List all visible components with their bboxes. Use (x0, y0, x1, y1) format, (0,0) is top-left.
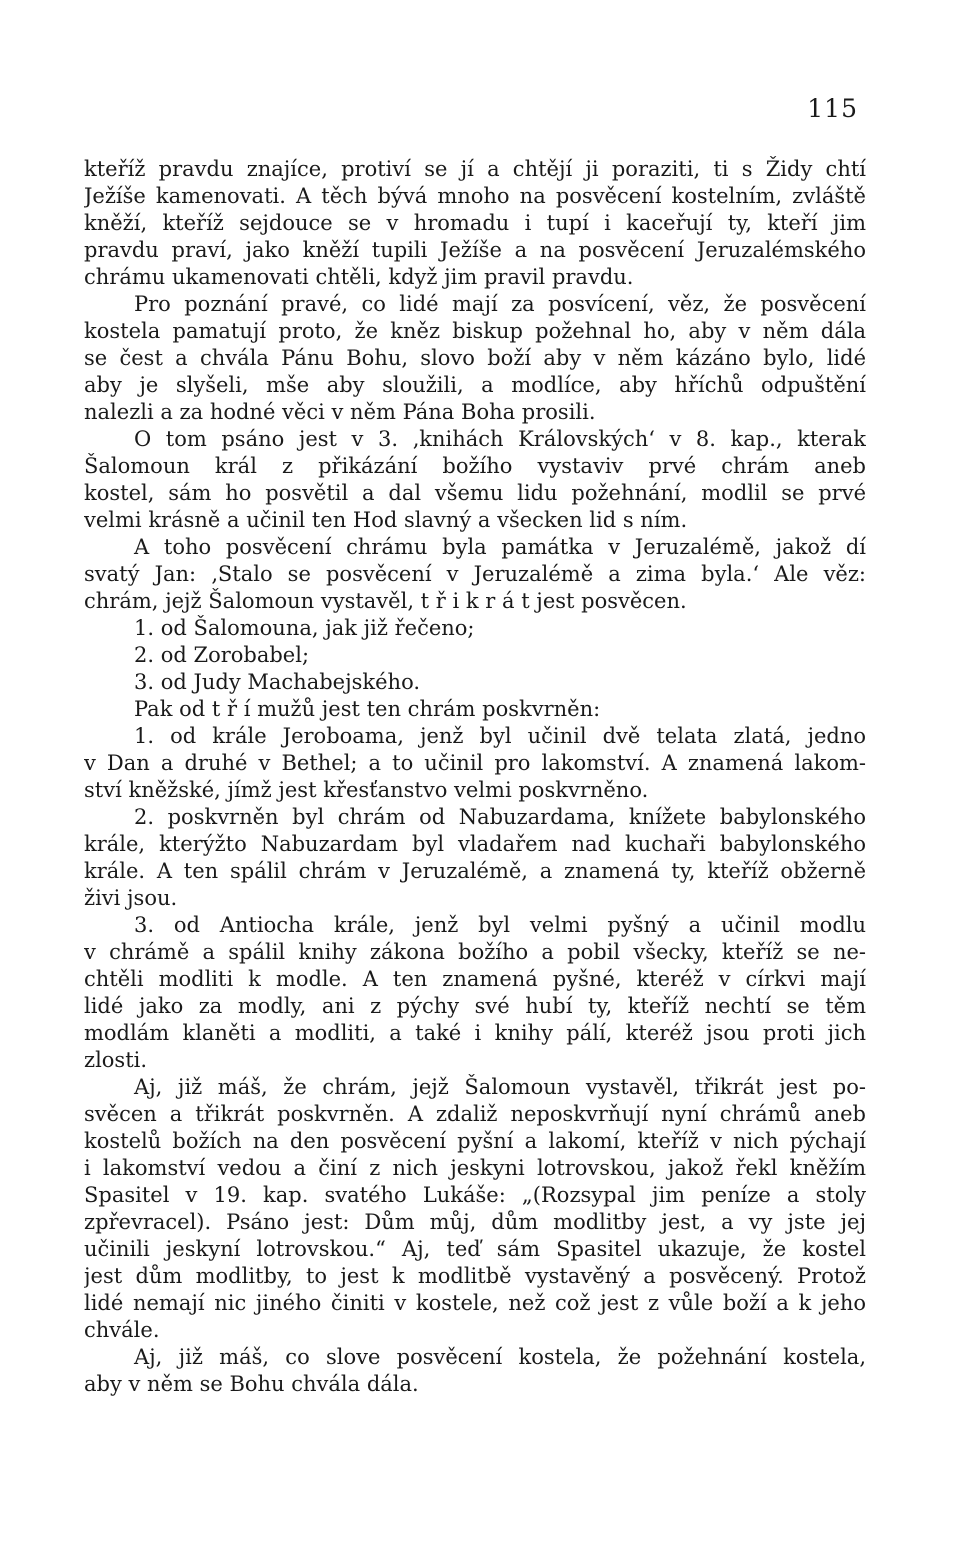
text-line: nalezli a za hodné věci v něm Pána Boha prosili. (84, 400, 596, 424)
text-line: kteříž pravdu znajíce, protiví se jí a chtějí ji poraziti, ti s Židy chtí (84, 157, 866, 181)
text-line: Ježíše kamenovati. A těch bývá mnoho na posvěcení kostelním, zvláště (84, 184, 866, 208)
text-line: učinili jeskyní lotrovskou.“ Aj, teď sám Spasitel ukazuje, že kostel (84, 1237, 866, 1261)
text-line: 2. od Zorobabel; (134, 643, 310, 667)
text-line: se čest a chvála Pánu Bohu, slovo boží aby v něm kázáno bylo, lidé (84, 346, 866, 370)
text-line: kostel, sám ho posvětil a dal všemu lidu požehnání, modlil se prvé (84, 481, 866, 505)
text-line: chtěli modliti k modle. A ten znamená pyšné, kteréž v církvi mají (84, 967, 866, 991)
text-line: lidé nemají nic jiného činiti v kostele, než což jest z vůle boží a k jeho (84, 1291, 866, 1315)
text-line: Aj, již máš, že chrám, jejž Šalomoun vystavěl, třikrát jest po- (134, 1075, 866, 1099)
text-line: jest dům modlitby, to jest k modlitbě vystavěný a posvěcený. Protož (84, 1264, 866, 1288)
text-line: 1. od Šalomouna, jak již řečeno; (134, 616, 475, 640)
text-line: 3. od Judy Machabejského. (134, 670, 421, 694)
text-line: 1. od krále Jeroboama, jenž byl učinil dvě telata zlatá, jedno (134, 724, 866, 748)
text-line: Pak od t ř í mužů jest ten chrám poskvrněn: (134, 697, 601, 721)
text-line: chvále. (84, 1318, 160, 1342)
text-line: svatý Jan: ‚Stalo se posvěcení v Jeruzalémě a zima byla.‘ Ale věz: (84, 562, 866, 586)
text-line: kněží, kteříž sejdouce se v hromadu i tupí i kaceřují ty, kteří jim (84, 211, 866, 235)
body-text (84, 156, 866, 1398)
text-line: kostelů božích na den posvěcení pyšní a lakomí, kteříž v nich pýchají (84, 1129, 866, 1153)
text-line: aby je slyšeli, mše aby sloužili, a modlíce, aby hříchů odpuštění (84, 373, 866, 397)
text-line: Spasitel v 19. kap. svatého Lukáše: „(Rozsypal jim peníze a stoly (84, 1183, 866, 1207)
text-line: v chrámě a spálil knihy zákona božího a pobil všecky, kteříž se ne- (84, 940, 866, 964)
text-line: A toho posvěcení chrámu byla památka v Jeruzalémě, jakož dí (134, 535, 866, 559)
text-line: chrámu ukamenovati chtěli, když jim pravil pravdu. (84, 265, 634, 289)
text-line: pravdu praví, jako kněží tupili Ježíše a na posvěcení Jeruzalémského (84, 238, 866, 262)
text-line: 2. poskvrněn byl chrám od Nabuzardama, knížete babylonského (134, 805, 866, 829)
text-line: v Dan a druhé v Bethel; a to učinil pro lakomství. A znamená lakom- (84, 751, 866, 775)
text-line: chrám, jejž Šalomoun vystavěl, t ř i k r á t jest posvěcen. (84, 589, 687, 613)
text-line: živi jsou. (84, 886, 178, 910)
page-number: 115 (807, 94, 858, 123)
text-line: svěcen a třikrát poskvrněn. A zdaliž neposkvrňují nyní chrámů aneb (84, 1102, 866, 1126)
text-line: aby v něm se Bohu chvála dála. (84, 1372, 419, 1396)
text-line: krále. A ten spálil chrám v Jeruzalémě, a znamená ty, kteříž obžerně (84, 859, 866, 883)
text-line: O tom psáno jest v 3. ‚knihách Královských‘ v 8. kap., kterak (134, 427, 866, 451)
text-line: zpřevracel). Psáno jest: Dům můj, dům modlitby jest, a vy jste jej (84, 1210, 866, 1234)
text-line: kostela pamatují proto, že kněz biskup požehnal ho, aby v něm dála (84, 319, 866, 343)
text-line: velmi krásně a učinil ten Hod slavný a všecken lid s ním. (84, 508, 688, 532)
text-line: krále, kterýžto Nabuzardam byl vladařem nad kuchaři babylonského (84, 832, 866, 856)
text-line: Pro poznání pravé, co lidé mají za posvícení, věz, že posvěcení (134, 292, 866, 316)
text-line: modlám klaněti a modliti, a také i knihy pálí, kteréž jsou proti jich (84, 1021, 866, 1045)
text-line: Šalomoun král z přikázání božího vystaviv prvé chrám aneb (84, 454, 866, 478)
text-line: ství kněžské, jímž jest křesťanstvo velmi poskvrněno. (84, 778, 649, 802)
text-line: 3. od Antiocha krále, jenž byl velmi pyšný a učinil modlu (134, 913, 866, 937)
text-line: i lakomství vedou a činí z nich jeskyni lotrovskou, jakož řekl kněžím (84, 1156, 866, 1180)
text-line: lidé jako za modly, ani z pýchy své hubí ty, kteříž nechtí se těm (84, 994, 866, 1018)
text-line: zlosti. (84, 1048, 148, 1072)
text-line: Aj, již máš, co slove posvěcení kostela, že požehnání kostela, (134, 1345, 866, 1369)
